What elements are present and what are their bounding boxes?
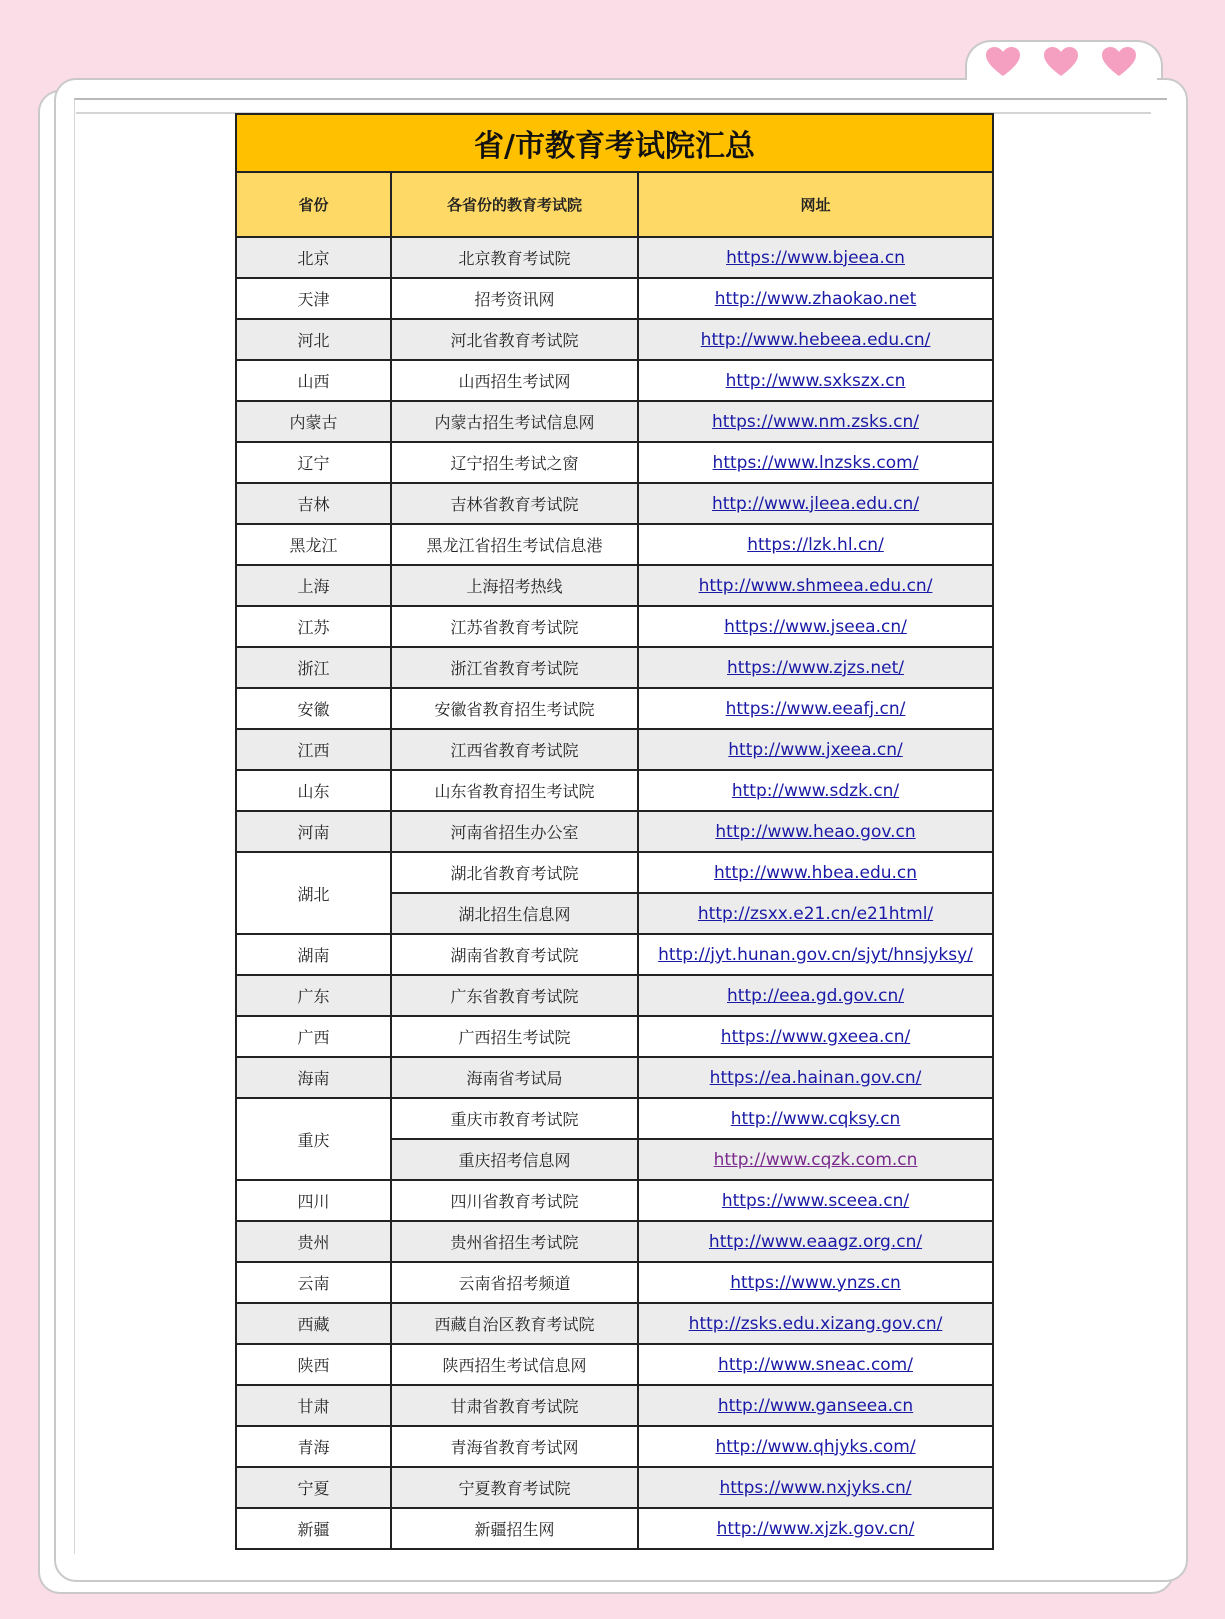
institute-link[interactable]: https://www.jseea.cn/: [724, 616, 907, 637]
province-cell: 江西: [236, 729, 391, 770]
institute-cell: 河北省教育考试院: [391, 319, 638, 360]
url-cell: [638, 1303, 993, 1344]
institute-cell: 北京教育考试院: [391, 237, 638, 278]
url-cell: [638, 647, 993, 688]
province-cell: 吉林: [236, 483, 391, 524]
province-cell: 山西: [236, 360, 391, 401]
table-row: [236, 1344, 993, 1385]
url-cell: [638, 1262, 993, 1303]
institute-link[interactable]: http://www.xjzk.gov.cn/: [716, 1518, 915, 1539]
heart-icon: [985, 46, 1021, 78]
institute-link[interactable]: https://www.lnzsks.com/: [712, 452, 919, 473]
url-cell: [638, 1057, 993, 1098]
institute-link[interactable]: http://www.eaagz.org.cn/: [708, 1231, 923, 1252]
url-cell: [638, 401, 993, 442]
institute-cell: 山东省教育招生考试院: [391, 770, 638, 811]
institute-cell: 浙江省教育考试院: [391, 647, 638, 688]
institute-link[interactable]: http://www.sneac.com/: [718, 1354, 913, 1375]
institute-link[interactable]: http://zsks.edu.xizang.gov.cn/: [688, 1313, 943, 1334]
institute-cell: 内蒙古招生考试信息网: [391, 401, 638, 442]
url-cell: [638, 278, 993, 319]
institute-cell: 招考资讯网: [391, 278, 638, 319]
table-row: [236, 401, 993, 442]
table-row: [236, 1262, 993, 1303]
url-cell: [638, 360, 993, 401]
province-cell: 重庆: [236, 1098, 391, 1180]
institute-cell: 云南省招考频道: [391, 1262, 638, 1303]
url-cell: [638, 893, 993, 934]
url-cell: [638, 770, 993, 811]
institute-cell: 甘肃省教育考试院: [391, 1385, 638, 1426]
institute-cell: 河南省招生办公室: [391, 811, 638, 852]
table-row: [236, 524, 993, 565]
url-cell: [638, 1180, 993, 1221]
url-cell: [638, 1508, 993, 1549]
institute-cell: 新疆招生网: [391, 1508, 638, 1549]
institute-link[interactable]: https://www.zjzs.net/: [727, 657, 904, 678]
url-cell: [638, 524, 993, 565]
province-cell: 河北: [236, 319, 391, 360]
url-cell: [638, 237, 993, 278]
exam-institute-table: [235, 113, 994, 1550]
institute-link[interactable]: http://www.shmeea.edu.cn/: [698, 575, 933, 596]
province-cell: 四川: [236, 1180, 391, 1221]
table-row: [236, 934, 993, 975]
heart-icon: [1043, 46, 1079, 78]
province-cell: 贵州: [236, 1221, 391, 1262]
table-row: [236, 565, 993, 606]
table-row: [236, 1057, 993, 1098]
institute-cell: 海南省考试局: [391, 1057, 638, 1098]
province-cell: 宁夏: [236, 1467, 391, 1508]
url-cell: [638, 1426, 993, 1467]
province-cell: 江苏: [236, 606, 391, 647]
header-institute: 各省份的教育考试院: [391, 172, 638, 237]
institute-cell: 江西省教育考试院: [391, 729, 638, 770]
institute-link[interactable]: http://eea.gd.gov.cn/: [727, 985, 905, 1006]
province-cell: 辽宁: [236, 442, 391, 483]
table-row: [236, 729, 993, 770]
table-row: [236, 1508, 993, 1549]
institute-cell: 江苏省教育考试院: [391, 606, 638, 647]
institute-cell: 吉林省教育考试院: [391, 483, 638, 524]
province-cell: 甘肃: [236, 1385, 391, 1426]
table-row: [236, 1303, 993, 1344]
institute-link[interactable]: http://zsxx.e21.cn/e21html/: [697, 903, 934, 924]
institute-cell: 青海省教育考试网: [391, 1426, 638, 1467]
url-cell: [638, 934, 993, 975]
header-url: 网址: [638, 172, 993, 237]
institute-link[interactable]: http://www.sxkszx.cn: [725, 370, 906, 391]
institute-link[interactable]: https://www.nm.zsks.cn/: [712, 411, 919, 432]
url-cell: [638, 852, 993, 893]
province-cell: 湖北: [236, 852, 391, 934]
url-cell: [638, 1221, 993, 1262]
table-row: [236, 811, 993, 852]
province-cell: 黑龙江: [236, 524, 391, 565]
table-row: [236, 442, 993, 483]
table-row: [236, 319, 993, 360]
institute-cell: 湖北省教育考试院: [391, 852, 638, 893]
table-title: 省/市教育考试院汇总: [236, 114, 993, 172]
province-cell: 青海: [236, 1426, 391, 1467]
table-row: [236, 1385, 993, 1426]
table-row: [236, 1467, 993, 1508]
url-cell: [638, 811, 993, 852]
institute-link[interactable]: http://jyt.hunan.gov.cn/sjyt/hnsjyksy/: [658, 944, 973, 965]
url-cell: [638, 483, 993, 524]
table-row: [236, 278, 993, 319]
province-cell: 浙江: [236, 647, 391, 688]
institute-cell: 宁夏教育考试院: [391, 1467, 638, 1508]
province-cell: 湖南: [236, 934, 391, 975]
url-cell: [638, 1385, 993, 1426]
institute-link[interactable]: https://www.nxjyks.cn/: [719, 1477, 912, 1498]
institute-link[interactable]: http://www.sdzk.cn/: [731, 780, 900, 801]
table-body: [236, 237, 993, 1549]
institute-cell: 上海招考热线: [391, 565, 638, 606]
province-cell: 内蒙古: [236, 401, 391, 442]
institute-link[interactable]: http://www.jleea.edu.cn/: [711, 493, 920, 514]
url-cell: [638, 688, 993, 729]
institute-link[interactable]: https://lzk.hl.cn/: [747, 534, 884, 555]
table-row: [236, 360, 993, 401]
institute-cell: 辽宁招生考试之窗: [391, 442, 638, 483]
province-cell: 河南: [236, 811, 391, 852]
province-cell: 海南: [236, 1057, 391, 1098]
institute-link[interactable]: http://www.hbea.edu.cn: [714, 862, 918, 883]
url-cell: [638, 729, 993, 770]
province-cell: 安徽: [236, 688, 391, 729]
institute-link[interactable]: http://www.hebeea.edu.cn/: [700, 329, 931, 350]
table-row: [236, 1180, 993, 1221]
institute-link[interactable]: http://www.zhaokao.net: [714, 288, 917, 309]
institute-link[interactable]: https://ea.hainan.gov.cn/: [709, 1067, 922, 1088]
institute-cell: 陕西招生考试信息网: [391, 1344, 638, 1385]
institute-link[interactable]: http://www.heao.gov.cn: [715, 821, 916, 842]
table-row: [236, 483, 993, 524]
url-cell: [638, 1139, 993, 1180]
institute-cell: 黑龙江省招生考试信息港: [391, 524, 638, 565]
url-cell: [638, 975, 993, 1016]
institute-link[interactable]: http://www.cqksy.cn: [730, 1108, 901, 1129]
province-cell: 新疆: [236, 1508, 391, 1549]
institute-cell: 广西招生考试院: [391, 1016, 638, 1057]
table-row: [236, 1098, 993, 1139]
province-cell: 山东: [236, 770, 391, 811]
table-row: [236, 1426, 993, 1467]
province-cell: 广东: [236, 975, 391, 1016]
table-row: [236, 647, 993, 688]
url-cell: [638, 1467, 993, 1508]
institute-link[interactable]: https://www.bjeea.cn: [726, 247, 905, 268]
url-cell: [638, 1098, 993, 1139]
institute-link[interactable]: https://www.sceea.cn/: [721, 1190, 910, 1211]
province-cell: 西藏: [236, 1303, 391, 1344]
institute-cell: 山西招生考试网: [391, 360, 638, 401]
url-cell: [638, 1344, 993, 1385]
institute-cell: 重庆招考信息网: [391, 1139, 638, 1180]
url-cell: [638, 1016, 993, 1057]
url-cell: [638, 442, 993, 483]
table-row: [236, 606, 993, 647]
table-row: [236, 688, 993, 729]
institute-cell: 湖南省教育考试院: [391, 934, 638, 975]
province-cell: 天津: [236, 278, 391, 319]
table-row: [236, 1016, 993, 1057]
table-row: [236, 975, 993, 1016]
table-row: [236, 852, 993, 893]
heart-icon: [1101, 46, 1137, 78]
province-cell: 云南: [236, 1262, 391, 1303]
url-cell: [638, 319, 993, 360]
institute-cell: 安徽省教育招生考试院: [391, 688, 638, 729]
institute-cell: 湖北招生信息网: [391, 893, 638, 934]
table-row: [236, 237, 993, 278]
institute-link[interactable]: https://www.ynzs.cn: [730, 1272, 901, 1293]
province-cell: 广西: [236, 1016, 391, 1057]
institute-cell: 重庆市教育考试院: [391, 1098, 638, 1139]
institute-link[interactable]: https://www.eeafj.cn/: [725, 698, 906, 719]
header-province: 省份: [236, 172, 391, 237]
institute-link[interactable]: https://www.gxeea.cn/: [720, 1026, 911, 1047]
institute-cell: 四川省教育考试院: [391, 1180, 638, 1221]
institute-link[interactable]: http://www.jxeea.cn/: [728, 739, 903, 760]
url-cell: [638, 606, 993, 647]
institute-link[interactable]: http://www.ganseea.cn: [717, 1395, 914, 1416]
province-cell: 北京: [236, 237, 391, 278]
institute-cell: 西藏自治区教育考试院: [391, 1303, 638, 1344]
institute-link[interactable]: http://www.cqzk.com.cn: [713, 1149, 918, 1170]
province-cell: 陕西: [236, 1344, 391, 1385]
table-row: [236, 1221, 993, 1262]
institute-cell: 广东省教育考试院: [391, 975, 638, 1016]
province-cell: 上海: [236, 565, 391, 606]
institute-link[interactable]: http://www.qhjyks.com/: [715, 1436, 916, 1457]
url-cell: [638, 565, 993, 606]
institute-cell: 贵州省招生考试院: [391, 1221, 638, 1262]
table-row: [236, 770, 993, 811]
